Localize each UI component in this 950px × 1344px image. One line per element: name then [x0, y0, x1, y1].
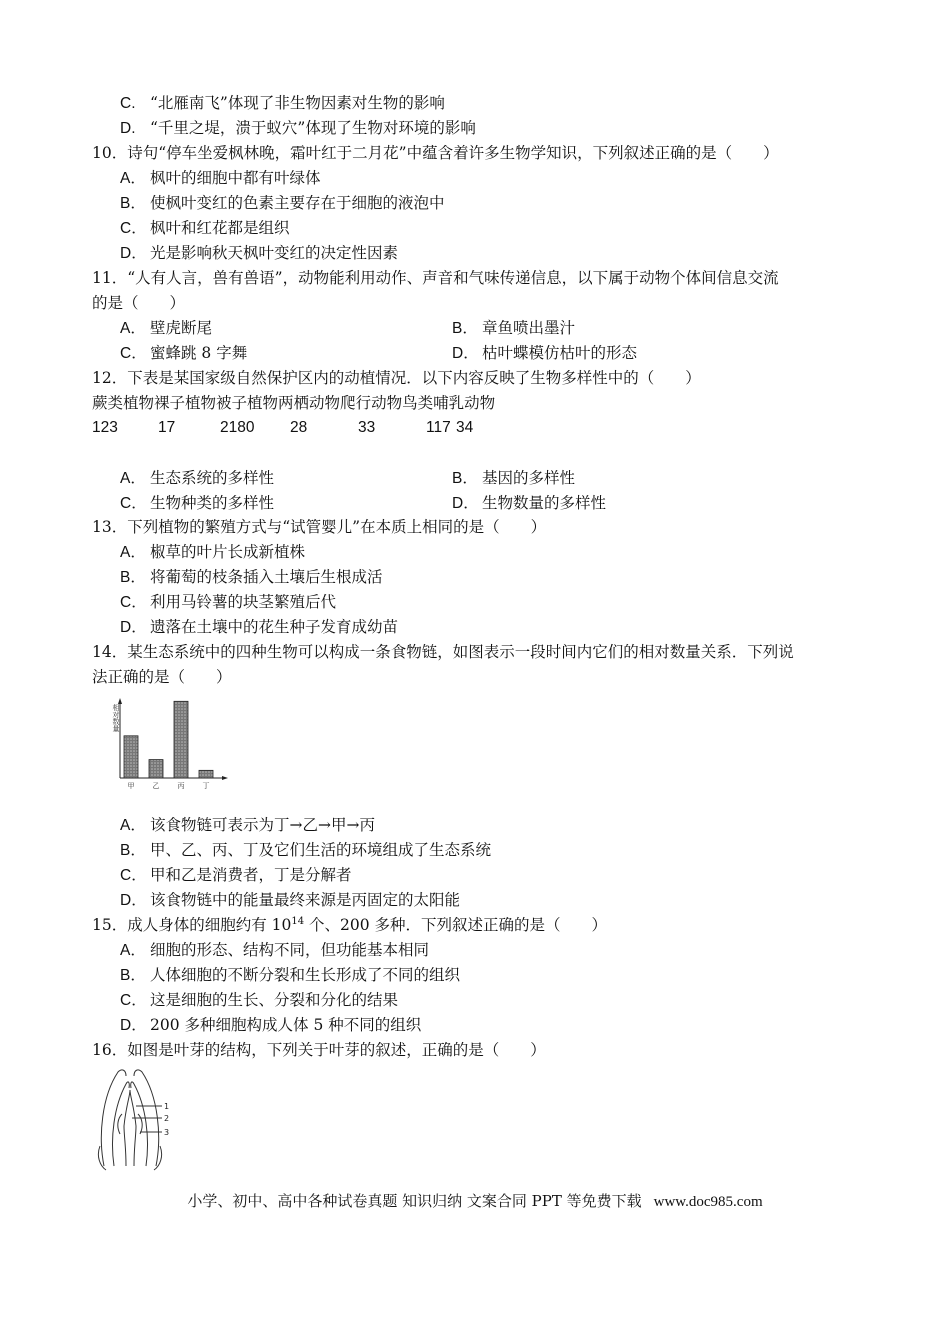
category-label: 丙	[177, 782, 185, 790]
q12-option-d: D． 生物数量的多样性	[452, 494, 607, 512]
bud-growth-point	[124, 1090, 136, 1126]
q10-option-c: C． 枫叶和红花都是组织	[120, 219, 290, 237]
q13-option-a: A． 椒草的叶片长成新植株	[120, 543, 306, 561]
q14-option-d: D． 该食物链中的能量最终来源是丙固定的太阳能	[120, 891, 461, 909]
footer-url[interactable]: www.doc985.com	[653, 1194, 763, 1210]
q9-option-c: C. “北雁南飞”体现了非生物因素对生物的影响	[120, 94, 445, 112]
q12-header-cell: 哺乳动物	[433, 394, 496, 412]
q12-value-cell: 2180	[220, 419, 255, 436]
q10-option-d: D． 光是影响秋天枫叶变红的决定性因素	[120, 244, 399, 262]
q16-stem: 16．如图是叶芽的结构，下列关于叶芽的叙述，正确的是（ ）	[92, 1041, 546, 1059]
bar-2	[174, 701, 188, 778]
q12-header-cell: 裸子植物	[154, 394, 217, 412]
q15-option-d: D． 200 多种细胞构成人体 5 种不同的组织	[120, 1016, 422, 1034]
bud-leaf-primordium	[118, 1114, 142, 1134]
q14-stem-line1: 14．某生态系统中的四种生物可以构成一条食物链，如图表示一段时间内它们的相对数量关系．下列说	[92, 643, 794, 661]
q10-option-a: A． 枫叶的细胞中都有叶绿体	[120, 169, 321, 187]
q12-value-cell: 33	[358, 419, 376, 436]
q12-value-cell: 123	[92, 419, 118, 436]
q12-value-cell: 28	[290, 419, 308, 436]
q15-stem: 15．成人身体的细胞约有 $10^{14}$ 个、200 多种．下列叙述正确的是（ ）	[92, 915, 608, 934]
q12-option-b: B． 基因的多样性	[452, 469, 576, 487]
bar-0	[124, 736, 138, 778]
y-axis-arrow	[118, 698, 122, 704]
y-axis-label: 相对数量	[112, 704, 120, 732]
q13-stem: 13．下列植物的繁殖方式与“试管婴儿”在本质上相同的是（ ）	[92, 518, 547, 536]
label-2: 2	[164, 1114, 170, 1123]
q12-header-cell: 爬行动物	[340, 394, 403, 412]
q11-option-c: C． 蜜蜂跳 8 字舞	[120, 344, 248, 362]
q11-option-b: B． 章鱼喷出墨汁	[452, 319, 576, 337]
q12-value-cell: 34	[456, 419, 474, 436]
x-axis-arrow	[222, 776, 228, 780]
q13-option-c: C． 利用马铃薯的块茎繁殖后代	[120, 593, 337, 611]
q15-option-a: A． 细胞的形态、结构不同，但功能基本相同	[120, 941, 430, 959]
q11-stem-line2: 的是（ ）	[92, 294, 186, 312]
bud-inner-leaf-left	[113, 1082, 130, 1166]
q12-stem: 12．下表是某国家级自然保护区内的动植情况．以下内容反映了生物多样性中的（ ）	[92, 369, 701, 387]
q12-header-cell: 蕨类植物	[92, 394, 155, 412]
q12-option-c: C． 生物种类的多样性	[120, 494, 275, 512]
q15-option-b: B． 人体细胞的不断分裂和生长形成了不同的组织	[120, 966, 461, 984]
bar-1	[149, 760, 163, 778]
label-3: 3	[164, 1128, 170, 1137]
q14-option-a: A． 该食物链可表示为丁→乙→甲→丙	[120, 816, 375, 834]
category-label: 甲	[127, 782, 135, 790]
category-label: 乙	[152, 782, 160, 790]
bud-outer-scale-left	[101, 1070, 126, 1166]
q11-option-d: D． 枯叶蝶模仿枯叶的形态	[452, 344, 638, 362]
bud-base-lines	[98, 1146, 161, 1170]
q16-leaf-bud-diagram	[96, 1066, 186, 1174]
q12-header-cell: 被子植物	[216, 394, 279, 412]
q12-header-cell: 两栖动物	[278, 394, 341, 412]
q14-option-c: C． 甲和乙是消费者，丁是分解者	[120, 866, 352, 884]
bar-3	[199, 770, 213, 778]
bud-axis	[124, 1126, 136, 1166]
q11-stem-line1: 11．“人有人言，兽有兽语”，动物能利用动作、声音和气味传递信息，以下属于动物个体间信息交流	[92, 269, 779, 287]
q11-option-a: A． 壁虎断尾	[120, 319, 213, 337]
bud-inner-leaf-right	[131, 1082, 148, 1166]
q14-bar-chart	[112, 696, 242, 796]
q12-value-cell: 117	[426, 419, 451, 436]
q10-option-b: B． 使枫叶变红的色素主要存在于细胞的液泡中	[120, 194, 445, 212]
q14-option-b: B． 甲、乙、丙、丁及它们生活的环境组成了生态系统	[120, 841, 492, 859]
q12-table-header-row	[92, 393, 495, 413]
category-label: 丁	[202, 782, 210, 790]
q9-option-d: D. “千里之堤，溃于蚁穴”体现了生物对环境的影响	[120, 119, 476, 137]
q12-header-cell: 鸟类	[402, 394, 434, 412]
q14-stem-line2: 法正确的是（ ）	[92, 668, 232, 686]
label-1: 1	[164, 1102, 170, 1111]
page-footer: 小学、初中、高中各种试卷真题 知识归纳 文案合同 PPT 等免费下载 www.doc985.com	[187, 1192, 763, 1210]
q13-option-d: D． 遗落在土壤中的花生种子发育成幼苗	[120, 618, 399, 636]
q15-option-c: C． 这是细胞的生长、分裂和分化的结果	[120, 991, 399, 1009]
q12-value-cell: 17	[158, 419, 176, 436]
q13-option-b: B． 将葡萄的枝条插入土壤后生根成活	[120, 568, 383, 586]
q12-option-a: A． 生态系统的多样性	[120, 469, 275, 487]
q10-stem: 10．诗句“停车坐爱枫林晚，霜叶红于二月花”中蕴含着许多生物学知识，下列叙述正确的是（ ）	[92, 144, 779, 162]
